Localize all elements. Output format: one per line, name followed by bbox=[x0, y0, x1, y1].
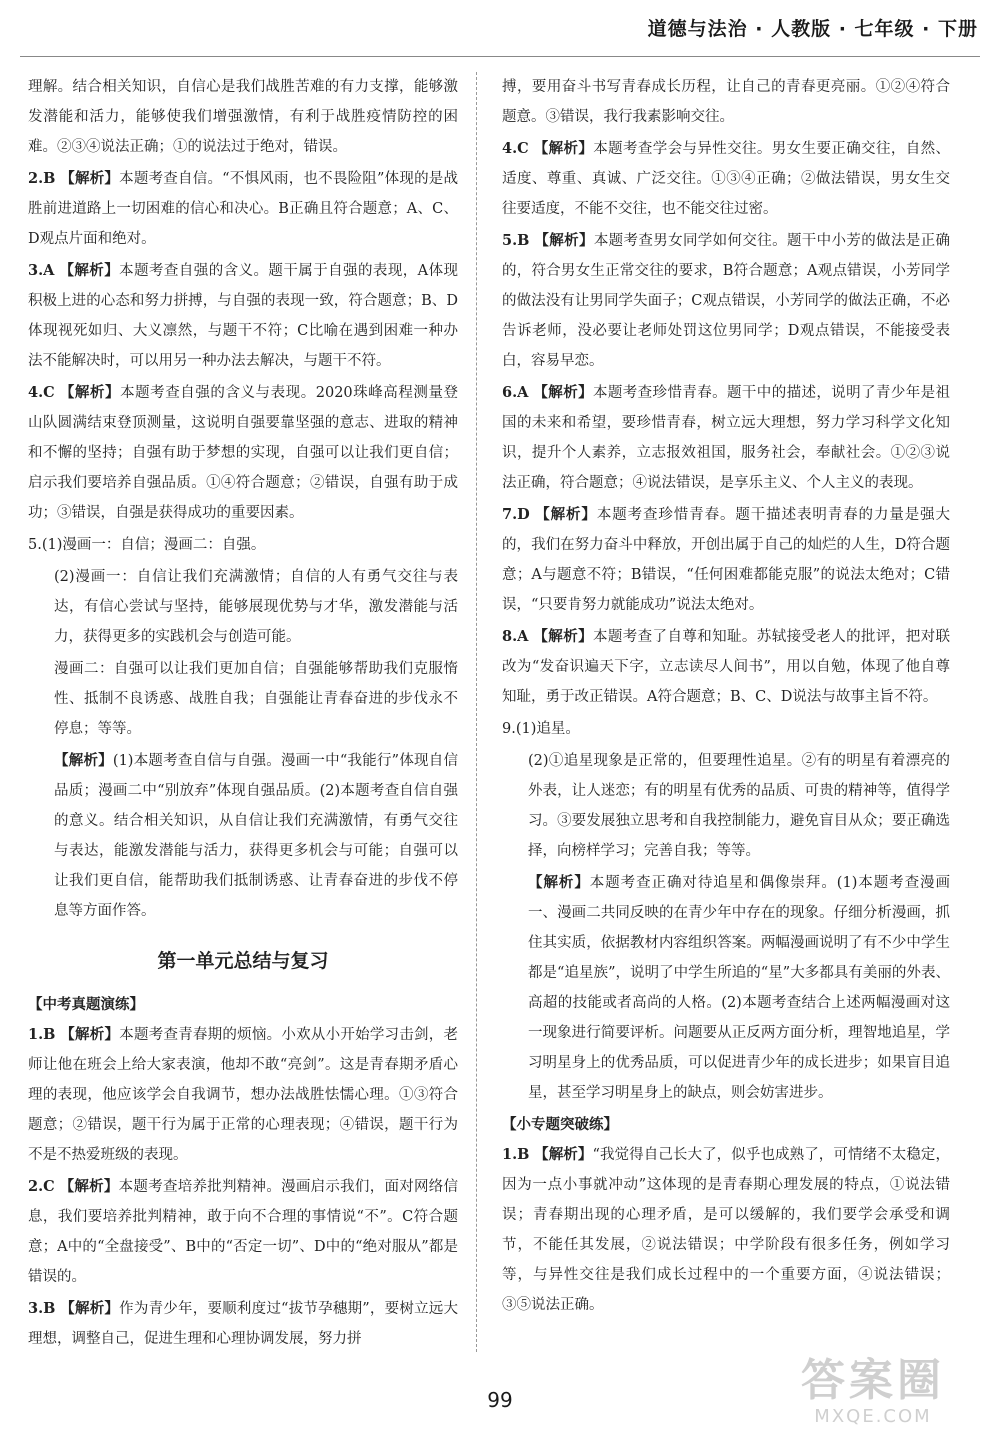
analysis-tag: 【解析】 bbox=[60, 171, 120, 187]
analysis-tag: 【解析】 bbox=[533, 385, 593, 401]
answer-text: 作为青少年，要顺利度过“拔节孕穗期”，要树立远大理想，调整自己，促进生理和心理协调发展，努力拼 bbox=[28, 1301, 459, 1347]
answer-subpart: (2)①追星现象是正常的，但要理性追星。②有的明星有着漂亮的外表，让人迷恋；有的明星有优秀的品质、可贵的精神等，值得学习。③要发展独立思考和自我控制能力，避免盲目从众；要正确选择，向榜样学习；完善自我；等等。 bbox=[528, 753, 950, 859]
answer-text: 本题考查学会与异性交往。男女生要正确交往，自然、适度、尊重、真诚、广泛交往。①③④正确；②做法错误，男女生交往要适度，不能不交往，也不能交往过密。 bbox=[502, 141, 951, 217]
answer-item bbox=[502, 134, 950, 224]
answer-number: 4.C bbox=[502, 140, 529, 157]
analysis-tag: 【解析】 bbox=[533, 629, 593, 645]
answer-analysis bbox=[28, 746, 458, 926]
continued-paragraph: 搏，要用奋斗书写青春成长历程，让自己的青春更亮丽。①②④符合题意。③错误，我行我素影响交往。 bbox=[502, 79, 950, 125]
answer-item bbox=[28, 1172, 458, 1292]
answer-number: 3.A bbox=[28, 262, 55, 279]
answer-item: 9.(1)追星。 bbox=[502, 721, 580, 737]
answer-text: 本题考查自信。“不惧风雨，也不畏险阻”体现的是战胜前进道路上一切困难的信心和决心。B正确且符合题意；A、C、D观点片面和绝对。 bbox=[28, 171, 459, 247]
answer-text: 本题考查培养批判精神。漫画启示我们，面对网络信息，我们要培养批判精神，敢于向不合理的事情说“不”。C符合题意；A中的“全盘接受”、B中的“否定一切”、D中的“绝对服从”都是错误的。 bbox=[28, 1179, 459, 1285]
analysis-text: (1)本题考查自信与自强。漫画一中“我能行”体现自信品质；漫画二中“别放弃”体现自强品质。(2)本题考查自信自强的意义。结合相关知识，从自信让我们充满激情，有勇气交往与表达，能激发潜能与活力，获得更多机会与可能；自强可以让我们更自信，能帮助我们抵制诱惑、让青春奋进的步伐不停息等方面作答。 bbox=[54, 753, 459, 919]
analysis-tag: 【解析】 bbox=[528, 875, 590, 891]
section-title: 第一单元总结与复习 bbox=[157, 950, 329, 972]
section-label: 【中考真题演练】 bbox=[28, 997, 144, 1013]
answer-subpart: 漫画二：自强可以让我们更加自信；自强能够帮助我们克服惰性、抵制不良诱惑、战胜自我；自强能让青春奋进的步伐永不停息；等等。 bbox=[54, 661, 458, 737]
answer-analysis bbox=[502, 868, 950, 1108]
answer-item bbox=[502, 1140, 950, 1320]
analysis-tag: 【解析】 bbox=[534, 1147, 593, 1163]
answer-subpart: (2)漫画一：自信让我们充满激情；自信的人有勇气交往与表达，有信心尝试与坚持，能够展现优势与才华，激发潜能与活力，获得更多的实践机会与创造可能。 bbox=[54, 569, 458, 645]
answer-item bbox=[502, 500, 950, 620]
answer-text: 本题考查珍惜青春。题干中的描述，说明了青少年是祖国的未来和希望，要珍惜青春，树立远大理想，努力学习科学文化知识，提升个人素养，立志报效祖国，服务社会，奉献社会。①②③说法正确，符合题意；④说法错误，是享乐主义、个人主义的表现。 bbox=[502, 385, 951, 491]
answer-number: 2.B bbox=[28, 170, 56, 187]
answer-item bbox=[502, 226, 950, 376]
answer-text: 本题考查珍惜青春。题干描述表明青春的力量是强大的，我们在努力奋斗中释放，开创出属于自己的灿烂的人生，D符合题意；A与题意不符；B错误，“任何困难都能克服”的说法太绝对；C错误，“只要肯努力就能成功”说法太绝对。 bbox=[502, 507, 951, 613]
answer-number: 8.A bbox=[502, 628, 529, 645]
answer-item bbox=[28, 1294, 458, 1354]
answer-text: 本题考查自强的含义。题干属于自强的表现，A体现积极上进的心态和努力拼搏，与自强的表现一致，符合题意；B、D体现视死如归、大义凛然，与题干不符；C比喻在遇到困难一种办法不能解决时，可以用另一种办法去解决，与题干不符。 bbox=[28, 263, 459, 369]
watermark-logo bbox=[768, 1356, 978, 1436]
answer-text: 本题考查了自尊和知耻。苏轼接受老人的批评，把对联改为“发奋识遍天下字，立志读尽人间书”，用以自勉，体现了他自尊知耻，勇于改正错误。A符合题意；B、C、D说法与故事主旨不符。 bbox=[502, 629, 951, 705]
answer-item bbox=[28, 256, 458, 376]
page-number: 99 bbox=[487, 1388, 513, 1412]
analysis-tag: 【解析】 bbox=[535, 507, 597, 523]
answer-number: 6.A bbox=[502, 384, 529, 401]
answer-text: 本题考查青春期的烦恼。小欢从小开始学习击剑，老师让他在班会上给大家表演，他却不敢“亮剑”。这是青春期矛盾心理的表现，他应该学会自我调节，想办法战胜怯懦心理。①③符合题意；②错误，题干行为属于正常的心理表现；④错误，题干行为不是不热爱班级的表现。 bbox=[28, 1027, 459, 1163]
analysis-tag: 【解析】 bbox=[60, 1301, 120, 1317]
watermark-url: MXQE.COM bbox=[814, 1406, 932, 1427]
answer-item bbox=[502, 378, 950, 498]
answer-item bbox=[28, 378, 458, 528]
header-divider bbox=[20, 56, 980, 57]
section-label: 【小专题突破练】 bbox=[502, 1117, 618, 1133]
analysis-tag: 【解析】 bbox=[59, 1179, 119, 1195]
analysis-tag: 【解析】 bbox=[60, 1027, 120, 1043]
answer-item bbox=[28, 1020, 458, 1170]
analysis-text: 本题考查正确对待追星和偶像崇拜。(1)本题考查漫画一、漫画二共同反映的在青少年中存在的现象。仔细分析漫画，抓住其实质，依据教材内容组织答案。两幅漫画说明了有不少中学生都是“追星族”，说明了中学生所追的“星”大多都具有美丽的外表、高超的技能或者高尚的人格。(2)本题考查结合上述两幅漫画对这一现象进行简要评析。问题要从正反两方面分析，理智地追星，学习明星身上的优秀品质，可以促进青少年的成长进步；如果盲目追星，甚至学习明星身上的缺点，则会妨害进步。 bbox=[528, 875, 950, 1101]
answer-item bbox=[28, 164, 458, 254]
answer-number: 1.B bbox=[28, 1026, 56, 1043]
answer-number: 5.B bbox=[502, 232, 530, 249]
answer-text: 本题考查自强的含义与表现。2020珠峰高程测量登山队圆满结束登顶测量，这说明自强要靠坚强的意志、进取的精神和不懈的坚持；自强有助于梦想的实现，自强可以让我们更自信；启示我们要培养自强品质。①④符合题意；②错误，自强有助于成功；③错误，自强是获得成功的重要因素。 bbox=[28, 385, 459, 521]
answer-text: 本题考查男女同学如何交往。题干中小芳的做法是正确的，符合男女生正常交往的要求，B符合题意；A观点错误，小芳同学的做法没有让男同学失面子；C观点错误，小芳同学的做法正确，不必告诉老师，没必要让老师处罚这位男同学；D观点错误，不能接受表白，容易早恋。 bbox=[502, 233, 951, 369]
answer-number: 3.B bbox=[28, 1300, 56, 1317]
answer-item: 5.(1)漫画一：自信；漫画二：自强。 bbox=[28, 537, 266, 553]
watermark-text: 答案圈 bbox=[801, 1355, 945, 1406]
answer-number: 2.C bbox=[28, 1178, 55, 1195]
intro-paragraph: 理解。结合相关知识，自信心是我们战胜苦难的有力支撑，能够激发潜能和活力，能够使我们增强激情，有利于战胜疫情防控的困难。②③④说法正确；①的说法过于绝对，错误。 bbox=[28, 79, 458, 155]
right-column bbox=[502, 72, 950, 1372]
answer-text: “我觉得自己长大了，似乎也成熟了，可情绪不太稳定，因为一点小事就冲动”这体现的是青春期心理发展的特点，①说法错误；青春期出现的心理矛盾，是可以缓解的，我们要学会承受和调节，不能任其发展，②说法错误；中学阶段有很多任务，例如学习等，与异性交往是我们成长过程中的一个重要方面，④说法错误；③⑤说法正确。 bbox=[502, 1147, 951, 1313]
analysis-tag: 【解析】 bbox=[54, 753, 113, 769]
analysis-tag: 【解析】 bbox=[533, 141, 594, 157]
answer-number: 7.D bbox=[502, 506, 530, 523]
answer-item bbox=[502, 622, 950, 712]
header-title: 道德与法治 · 人教版 · 七年级 · 下册 bbox=[647, 18, 978, 40]
left-column bbox=[28, 72, 458, 1372]
column-divider bbox=[476, 72, 477, 1352]
answer-number: 1.B bbox=[502, 1146, 530, 1163]
answer-number: 4.C bbox=[28, 384, 55, 401]
analysis-tag: 【解析】 bbox=[59, 385, 121, 401]
analysis-tag: 【解析】 bbox=[534, 233, 594, 249]
analysis-tag: 【解析】 bbox=[59, 263, 120, 279]
